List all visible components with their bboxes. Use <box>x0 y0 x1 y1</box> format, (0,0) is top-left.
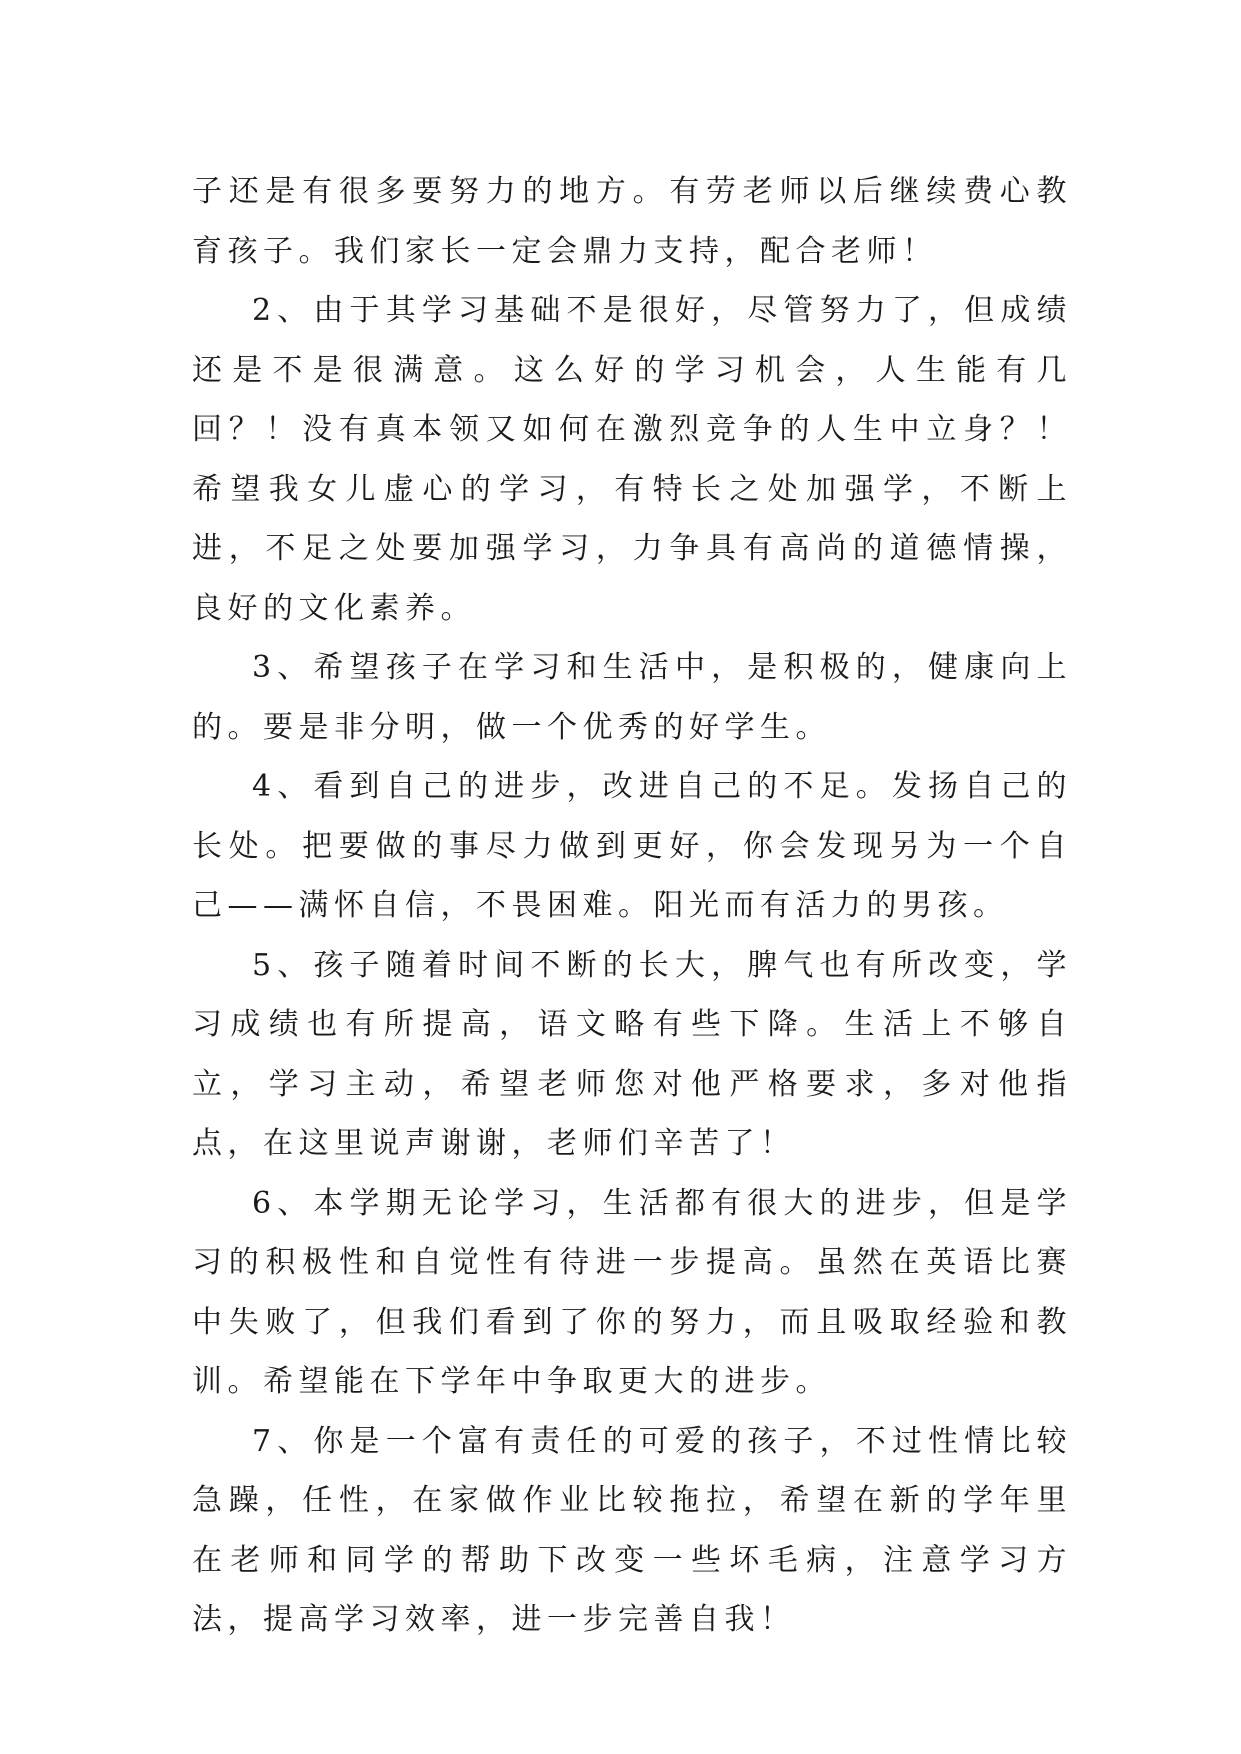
paragraph-item-6: 6、本学期无论学习，生活都有很大的进步，但是学习的积极性和自觉性有待进一步提高。虽然在英语比赛中失败了，但我们看到了你的努力，而且吸取经验和教训。希望能在下学年中争取更大的进步。 <box>192 1185 1072 1399</box>
paragraph-continuation: 子还是有很多要努力的地方。有劳老师以后继续费心教育孩子。我们家长一定会鼎力支持，配合老师！ <box>192 174 1072 269</box>
paragraph-item-2: 2、由于其学习基础不是很好，尽管努力了，但成绩还是不是很满意。这么好的学习机会，人生能有几回？！没有真本领又如何在激烈竞争的人生中立身？！希望我女儿虚心的学习，有特长之处加强学，不断上进，不足之处要加强学习，力争具有高尚的道德情操，良好的文化素养。 <box>192 293 1072 626</box>
document-body <box>192 162 1072 1650</box>
paragraph-item-4: 4、看到自己的进步，改进自己的不足。发扬自己的长处。把要做的事尽力做到更好，你会发现另为一个自己——满怀自信，不畏困难。阳光而有活力的男孩。 <box>192 769 1072 923</box>
paragraph-item-7: 7、你是一个富有责任的可爱的孩子，不过性情比较急躁，任性，在家做作业比较拖拉，希望在新的学年里在老师和同学的帮助下改变一些坏毛病，注意学习方法，提高学习效率，进一步完善自我！ <box>192 1423 1072 1637</box>
paragraph-item-3: 3、希望孩子在学习和生活中，是积极的，健康向上的。要是非分明，做一个优秀的好学生。 <box>192 650 1072 745</box>
paragraph-item-5: 5、孩子随着时间不断的长大，脾气也有所改变，学习成绩也有所提高，语文略有些下降。生活上不够自立，学习主动，希望老师您对他严格要求，多对他指点，在这里说声谢谢，老师们辛苦了！ <box>192 947 1072 1161</box>
